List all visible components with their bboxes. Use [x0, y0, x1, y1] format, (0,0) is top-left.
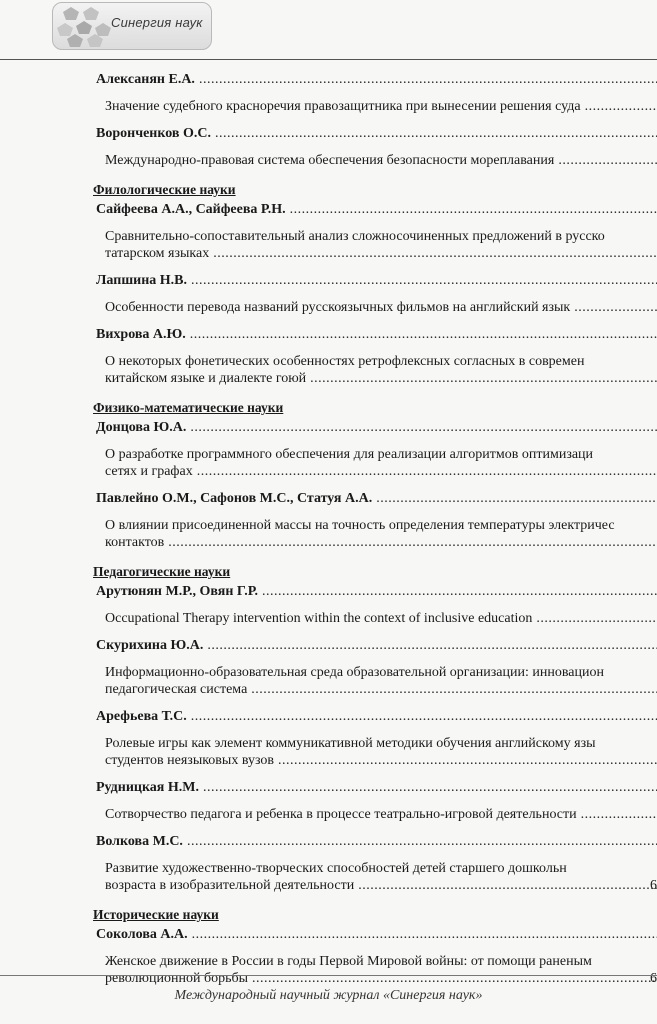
footer-rule	[0, 975, 657, 976]
toc-author: Рудницкая Н.М. .....	[96, 780, 657, 796]
toc-author: Алексанян Е.А. .....	[96, 72, 657, 88]
toc-title-line: контактов .....	[105, 535, 657, 551]
toc-author: Лапшина Н.В. .....	[96, 273, 657, 289]
toc-title-line: Сравнительно-сопоставительный анализ сложносочиненных предложений в русско	[105, 229, 605, 244]
toc-title-line: Сотворчество педагога и ребенка в процессе театрально-игровой деятельности .....	[105, 807, 657, 823]
toc-title-line: Ролевые игры как элемент коммуникативной методики обучения английскому язы	[105, 736, 596, 751]
toc-title-line: татарском языках .....	[105, 246, 657, 262]
section-heading: Педагогические науки	[93, 564, 231, 579]
toc-author: Донцова Ю.А. .....	[96, 420, 657, 436]
toc-title-line: Международно-правовая система обеспечения безопасности мореплавания .....	[105, 153, 657, 169]
pentagon-logo-icon	[57, 5, 111, 47]
toc-author: Волкова М.С. .....	[96, 834, 657, 850]
toc-author: Арутюнян М.Р., Овян Г.Р. .....	[96, 584, 657, 600]
toc-author: Павлейно О.М., Сафонов М.С., Статуя А.А. .....	[96, 491, 657, 507]
toc-author: Воронченков О.С. .....	[96, 126, 657, 142]
toc-author: Соколова А.А. .....	[96, 927, 657, 943]
toc-title-line: О разработке программного обеспечения для реализации алгоритмов оптимизаци	[105, 447, 594, 462]
section-heading: Филологические науки	[93, 182, 236, 197]
logo-text: Синергия наук	[111, 15, 203, 30]
toc-title-line: Occupational Therapy intervention within the context of inclusive education .....	[105, 611, 657, 627]
journal-logo	[52, 2, 212, 50]
journal-footer: Международный научный журнал «Синергия наук»	[174, 988, 483, 1003]
toc-title-line: Особенности перевода названий русскоязычных фильмов на английский язык .....	[105, 300, 657, 316]
toc-title-line: студентов неязыковых вузов .....	[105, 753, 657, 769]
section-heading: Исторические науки	[93, 907, 219, 922]
toc-title-line: революционной борьбы .....	[105, 971, 657, 987]
toc-author: Вихрова А.Ю. .....	[96, 327, 657, 343]
page-number: 6	[650, 971, 657, 986]
toc-title-line: О некоторых фонетических особенностях ретрофлексных согласных в современ	[105, 354, 585, 369]
toc-title-line: сетях и графах .....	[105, 464, 657, 480]
toc-author: Сайфеева А.А., Сайфеева Р.Н. .....	[96, 202, 657, 218]
toc-title-line: китайском языке и диалекте гоюй .....	[105, 371, 657, 387]
toc-title-line: Информационно-образовательная среда образовательной организации: инновацион	[105, 665, 604, 680]
toc-title-line: Развитие художественно-творческих способностей детей старшего дошкольн	[105, 861, 567, 876]
page-number: 6	[650, 878, 657, 893]
section-heading: Физико-математические науки	[93, 400, 284, 415]
toc-title-line: возраста в изобразительной деятельности .....	[105, 878, 657, 894]
header-rule	[0, 59, 657, 60]
toc-title-line: Женское движение в России в годы Первой Мировой войны: от помощи раненым	[105, 954, 592, 969]
toc-title-line: педагогическая система .....	[105, 682, 657, 698]
toc-title-line: Значение судебного красноречия правозащитника при вынесении решения суда .....	[105, 99, 657, 115]
toc-title-line: О влиянии присоединенной массы на точность определения температуры электричес	[105, 518, 615, 533]
toc-author: Скурихина Ю.А. .....	[96, 638, 657, 654]
toc-author: Арефьева Т.С. .....	[96, 709, 657, 725]
